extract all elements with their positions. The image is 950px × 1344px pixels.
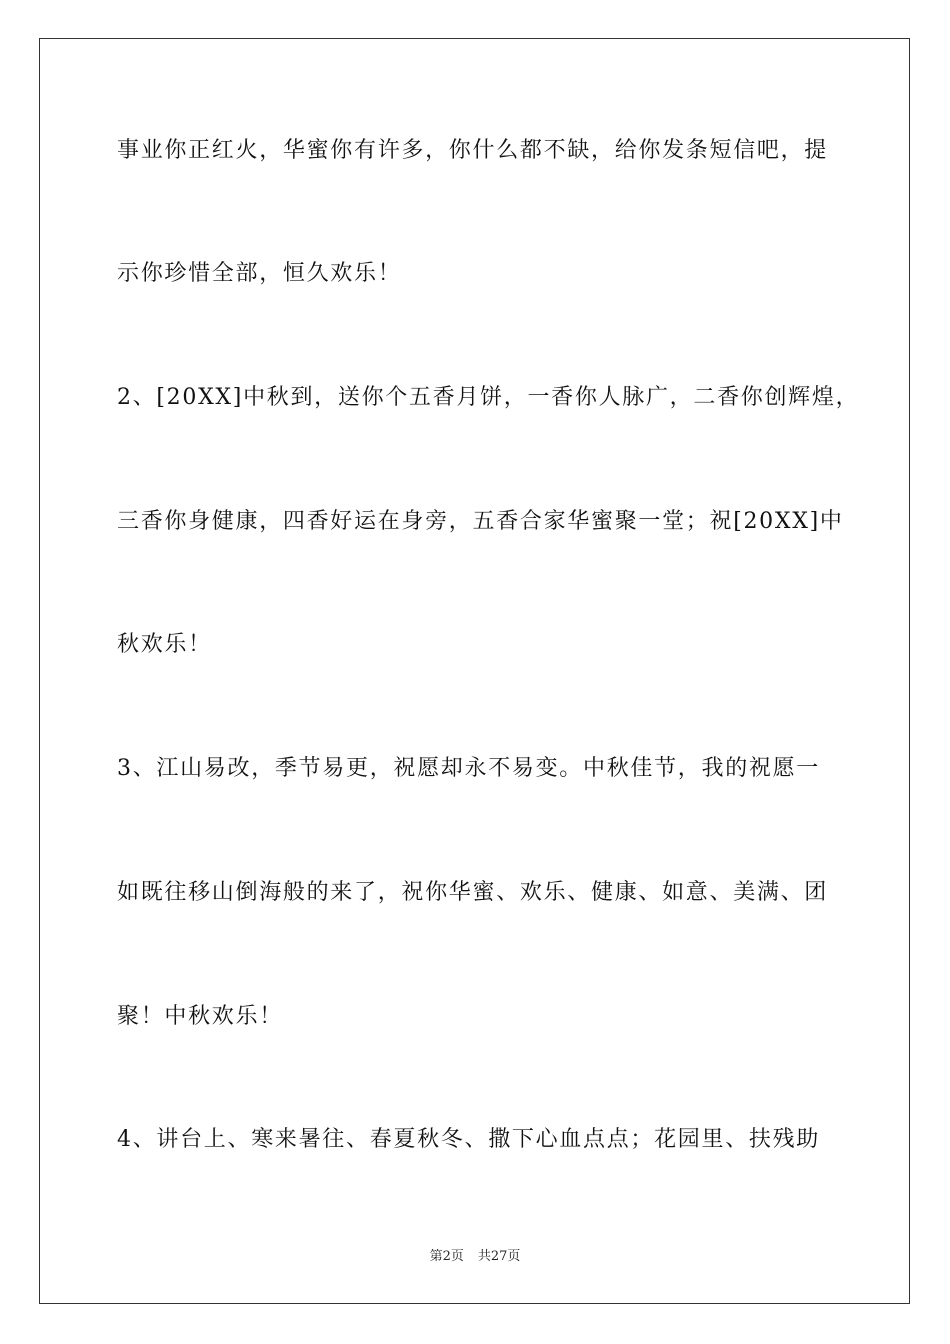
page-border: [39, 38, 910, 1304]
text-line: 事业你正红火，华蜜你有许多，你什么都不缺，给你发条短信吧，提: [117, 138, 829, 163]
page-number: 第2页: [429, 1249, 464, 1264]
text-line: 示你珍惜全部，恒久欢乐！: [117, 261, 402, 286]
text-line: 三香你身健康，四香好运在身旁，五香合家华蜜聚一堂；祝[20XX]中: [117, 509, 844, 534]
text-line: 如既往移山倒海般的来了，祝你华蜜、欢乐、健康、如意、美满、团: [117, 880, 829, 905]
text-line: 4、讲台上、寒来暑往、春夏秋冬、撒下心血点点；花园里、扶残助: [117, 1127, 820, 1152]
text-line: 聚！中秋欢乐！: [117, 1004, 283, 1029]
page-footer: [0, 1248, 950, 1266]
page-total: 共27页: [477, 1249, 521, 1264]
text-line: 3、江山易改，季节易更，祝愿却永不易变。中秋佳节，我的祝愿一: [117, 756, 820, 781]
text-line: 秋欢乐！: [117, 632, 212, 657]
text-line: 2、[20XX]中秋到，送你个五香月饼，一香你人脉广，二香你创辉煌，: [117, 385, 860, 410]
